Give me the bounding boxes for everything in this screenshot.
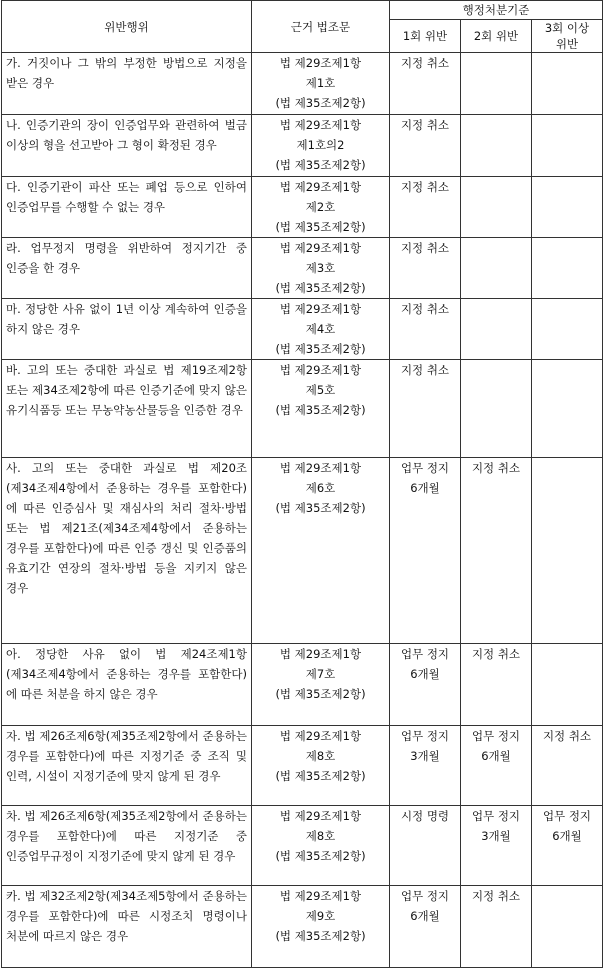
second-violation-cell	[461, 177, 532, 238]
table-row	[2, 644, 603, 726]
table-row	[2, 53, 603, 115]
law-cell	[252, 177, 390, 238]
second-violation-cell	[461, 115, 532, 177]
law-line: (법 제35조제2항)	[275, 403, 366, 417]
third-violation-cell	[532, 53, 603, 115]
penalty-text: 업무 정지 6개월	[400, 647, 450, 681]
third-violation-cell	[532, 115, 603, 177]
first-violation-cell	[390, 115, 461, 177]
penalty-text: 지정 취소	[471, 889, 521, 903]
law-cell	[252, 299, 390, 360]
law-line: 법 제29조제1항	[279, 729, 362, 743]
law-line: 제8호	[305, 829, 336, 843]
law-line: 법 제29조제1항	[279, 118, 362, 132]
second-violation-cell	[461, 886, 532, 968]
header-penalty-group: 행정처분기준	[390, 1, 603, 20]
third-violation-cell	[532, 238, 603, 299]
first-violation-cell	[390, 299, 461, 360]
third-violation-cell	[532, 177, 603, 238]
law-line: 제9호	[305, 909, 336, 923]
law-line: 법 제29조제1항	[279, 241, 362, 255]
law-line: 제5호	[305, 383, 336, 397]
first-violation-cell	[390, 458, 461, 644]
law-line: 법 제29조제1항	[279, 809, 362, 823]
law-line: 법 제29조제1항	[279, 647, 362, 661]
penalty-text: 지정 취소	[400, 363, 450, 377]
law-cell	[252, 886, 390, 968]
penalty-text: 업무 정지 6개월	[471, 729, 521, 763]
law-line: 법 제29조제1항	[279, 363, 362, 377]
third-violation-cell	[532, 886, 603, 968]
second-violation-cell	[461, 238, 532, 299]
penalty-text: 지정 취소	[400, 302, 450, 316]
first-violation-cell	[390, 360, 461, 458]
second-violation-cell	[461, 53, 532, 115]
law-line: (법 제35조제2항)	[275, 281, 366, 295]
law-cell	[252, 458, 390, 644]
violation-cell: 라. 업무정지 명령을 위반하여 정지기간 중 인증을 한 경우	[2, 238, 252, 299]
law-line: 법 제29조제1항	[279, 889, 362, 903]
violation-cell: 다. 인증기관이 파산 또는 폐업 등으로 인하여 인증업무를 수행할 수 없는 경우	[2, 177, 252, 238]
third-violation-cell	[532, 806, 603, 886]
law-line: (법 제35조제2항)	[275, 342, 366, 356]
header-violation: 위반행위	[2, 1, 252, 53]
violation-cell: 자. 법 제26조제6항(제35조제2항에서 준용하는 경우를 포함한다)에 따른 지정기준 중 조직 및 인력, 시설이 지정기준에 맞지 않게 된 경우	[2, 726, 252, 806]
penalty-text: 지정 취소	[471, 461, 521, 475]
law-line: (법 제35조제2항)	[275, 96, 366, 110]
table-row	[2, 360, 603, 458]
third-violation-cell	[532, 458, 603, 644]
law-line: 제4호	[305, 322, 336, 336]
header-first-violation: 1회 위반	[390, 20, 461, 53]
second-violation-cell	[461, 458, 532, 644]
third-violation-cell	[532, 726, 603, 806]
table-row	[2, 177, 603, 238]
third-violation-cell	[532, 644, 603, 726]
penalty-text: 지정 취소	[471, 647, 521, 661]
third-violation-cell	[532, 299, 603, 360]
law-line: (법 제35조제2항)	[275, 158, 366, 172]
law-line: (법 제35조제2항)	[275, 220, 366, 234]
header-third-violation: 3회 이상 위반	[532, 20, 603, 53]
penalty-table-body	[2, 53, 603, 968]
law-line: 법 제29조제1항	[279, 302, 362, 316]
law-line: (법 제35조제2항)	[275, 929, 366, 943]
table-row	[2, 726, 603, 806]
penalty-text: 지정 취소	[400, 118, 450, 132]
law-cell	[252, 53, 390, 115]
third-violation-cell	[532, 360, 603, 458]
law-line: 제8호	[305, 749, 336, 763]
law-line: 제2호	[305, 200, 336, 214]
table-row	[2, 458, 603, 644]
table-row	[2, 299, 603, 360]
second-violation-cell	[461, 726, 532, 806]
law-cell	[252, 644, 390, 726]
law-line: 제7호	[305, 667, 336, 681]
penalty-text: 지정 취소	[400, 241, 450, 255]
violation-cell: 나. 인증기관의 장이 인증업무와 관련하여 벌금 이상의 형을 선고받아 그 형이 확정된 경우	[2, 115, 252, 177]
second-violation-cell	[461, 806, 532, 886]
law-line: (법 제35조제2항)	[275, 687, 366, 701]
penalty-text: 지정 취소	[400, 180, 450, 194]
law-line: 제6호	[305, 481, 336, 495]
violation-cell: 바. 고의 또는 중대한 과실로 법 제19조제2항 또는 제34조제2항에 따른 인증기준에 맞지 않은 유기식품등 또는 무농약농산물등을 인증한 경우	[2, 360, 252, 458]
law-cell	[252, 806, 390, 886]
penalty-text: 업무 정지 6개월	[400, 889, 450, 923]
first-violation-cell	[390, 726, 461, 806]
second-violation-cell	[461, 299, 532, 360]
law-line: (법 제35조제2항)	[275, 849, 366, 863]
law-line: 제1호	[305, 76, 336, 90]
law-line: (법 제35조제2항)	[275, 769, 366, 783]
table-row	[2, 886, 603, 968]
law-line: 법 제29조제1항	[279, 180, 362, 194]
law-line: 법 제29조제1항	[279, 461, 362, 475]
header-second-violation: 2회 위반	[461, 20, 532, 53]
violation-cell: 가. 거짓이나 그 밖의 부정한 방법으로 지정을 받은 경우	[2, 53, 252, 115]
violation-cell: 마. 정당한 사유 없이 1년 이상 계속하여 인증을 하지 않은 경우	[2, 299, 252, 360]
first-violation-cell	[390, 806, 461, 886]
second-violation-cell	[461, 644, 532, 726]
law-line: 제1호의2	[296, 138, 345, 152]
violation-cell: 차. 법 제26조제6항(제35조제2항에서 준용하는 경우를 포함한다)에 따른 지정기준 중 인증업무규정이 지정기준에 맞지 않게 된 경우	[2, 806, 252, 886]
law-cell	[252, 360, 390, 458]
penalty-text: 시정 명령	[400, 809, 450, 823]
penalty-text: 지정 취소	[542, 729, 592, 743]
second-violation-cell	[461, 360, 532, 458]
table-row	[2, 115, 603, 177]
penalty-text: 지정 취소	[400, 56, 450, 70]
first-violation-cell	[390, 238, 461, 299]
table-row	[2, 806, 603, 886]
penalty-text: 업무 정지 3개월	[471, 809, 521, 843]
law-cell	[252, 238, 390, 299]
penalty-text: 업무 정지 6개월	[400, 461, 450, 495]
first-violation-cell	[390, 53, 461, 115]
law-cell	[252, 115, 390, 177]
header-law: 근거 법조문	[252, 1, 390, 53]
first-violation-cell	[390, 644, 461, 726]
law-line: (법 제35조제2항)	[275, 501, 366, 515]
penalty-text: 업무 정지 3개월	[400, 729, 450, 763]
penalty-text: 업무 정지 6개월	[542, 809, 592, 843]
violation-cell: 카. 법 제32조제2항(제34조제5항에서 준용하는 경우를 포함한다)에 따른 시정조치 명령이나 처분에 따르지 않은 경우	[2, 886, 252, 968]
penalty-table	[1, 0, 603, 968]
first-violation-cell	[390, 177, 461, 238]
violation-cell: 사. 고의 또는 중대한 과실로 법 제20조(제34조제4항에서 준용하는 경우를 포함한다)에 따른 인증심사 및 재심사의 처리 절차·방법 또는 법 제21조(제34조제4항에서 준용하는 경우를 포함한다)에 따른 인증 갱신 및 인증품의 유효기간 연장의 절차·방법 등을 지키지 않은 경우	[2, 458, 252, 644]
table-row	[2, 238, 603, 299]
law-cell	[252, 726, 390, 806]
law-line: 제3호	[305, 261, 336, 275]
law-line: 법 제29조제1항	[279, 56, 362, 70]
first-violation-cell	[390, 886, 461, 968]
violation-cell: 아. 정당한 사유 없이 법 제24조제1항(제34조제4항에서 준용하는 경우를 포함한다)에 따른 처분을 하지 않은 경우	[2, 644, 252, 726]
